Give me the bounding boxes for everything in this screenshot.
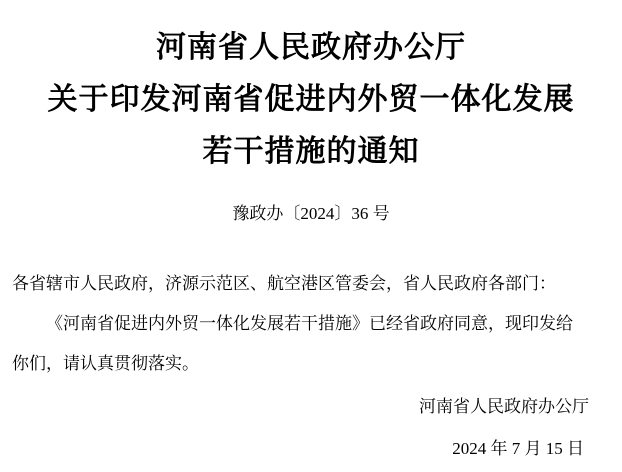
- document-title: [12, 22, 610, 178]
- document-number: 豫政办〔2024〕36 号: [232, 204, 390, 223]
- salutation-line: 各省辖市人民政府，济源示范区、航空港区管委会，省人民政府各部门：: [12, 274, 556, 293]
- title-line-3: 若干措施的通知: [202, 135, 420, 168]
- body-paragraph-line-1: 《河南省促进内外贸一体化发展若干措施》已经省政府同意，现印发给: [46, 314, 573, 333]
- issue-date: 2024 年 7 月 15 日: [452, 439, 584, 458]
- document-body: [12, 264, 610, 384]
- title-line-1: 河南省人民政府办公厅: [156, 31, 466, 64]
- signature-block: [12, 386, 610, 470]
- title-line-2: 关于印发河南省促进内外贸一体化发展: [47, 83, 575, 116]
- issuing-agency: 河南省人民政府办公厅: [419, 397, 589, 416]
- body-paragraph-line-2: 你们，请认真贯彻落实。: [12, 354, 199, 373]
